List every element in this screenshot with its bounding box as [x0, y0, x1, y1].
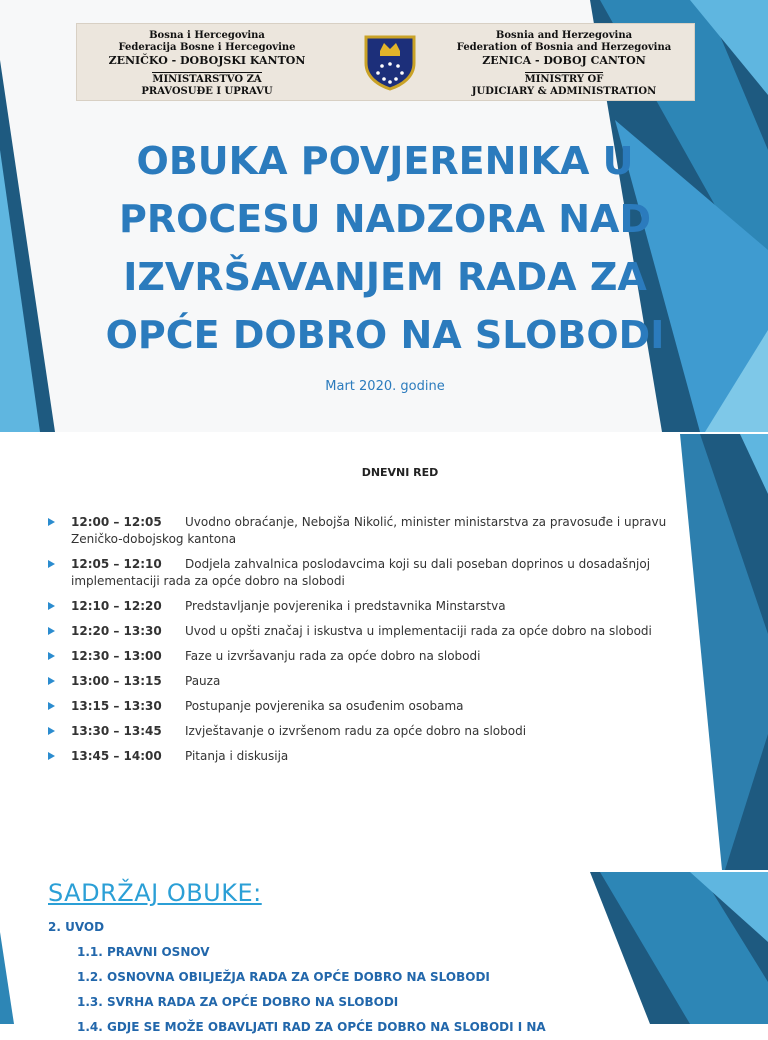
agenda-text: Uvod u opšti značaj i iskustva u implementaciji rada za opće dobro na slobodi [185, 624, 652, 638]
banner-line: PRAVOSUĐE I UPRAVU [141, 86, 273, 97]
banner-line: Federacija Bosne i Hercegovine [118, 42, 296, 53]
banner-line: Federation of Bosnia and Herzegovina [456, 42, 672, 53]
contents-item: 1.1. PRAVNI OSNOV [77, 945, 210, 959]
agenda-text: Postupanje povjerenika sa osuđenim osobama [185, 699, 464, 713]
agenda-list [46, 514, 711, 773]
agenda-item [46, 623, 711, 648]
triangle-bullet-icon [48, 727, 55, 735]
agenda-item [46, 698, 711, 723]
triangle-bullet-icon [48, 652, 55, 660]
banner-bosnian [77, 30, 337, 98]
coat-of-arms-icon [360, 33, 420, 91]
triangle-bullet-icon [48, 702, 55, 710]
agenda-text: Pitanja i diskusija [185, 749, 289, 763]
banner-line: MINISTRY OF [524, 74, 604, 85]
agenda-text: Faze u izvršavanju rada za opće dobro na slobodi [185, 649, 481, 663]
contents-item: 1.4. GDJE SE MOŽE OBAVLJATI RAD ZA OPĆE DOBRO NA SLOBODI I NA [77, 1020, 546, 1034]
agenda-time: 12:10 – 12:20 [71, 599, 162, 613]
agenda-slide [0, 434, 768, 870]
agenda-item [46, 648, 711, 673]
agenda-text: Predstavljanje povjerenika i predstavnika Minstarstva [185, 599, 506, 613]
banner-line: MINISTARSTVO ZA [152, 74, 262, 85]
agenda-item [46, 598, 711, 623]
agenda-time: 13:00 – 13:15 [71, 674, 162, 688]
banner-line: JUDICIARY & ADMINISTRATION [471, 86, 657, 97]
page-title [60, 132, 710, 364]
contents-slide [0, 872, 768, 1034]
title-slide [0, 0, 768, 432]
agenda-time: 13:30 – 13:45 [71, 724, 162, 738]
agenda-time: 13:15 – 13:30 [71, 699, 162, 713]
triangle-bullet-icon [48, 602, 55, 610]
banner-line: Bosnia and Herzegovina [495, 30, 633, 41]
agenda-time: 13:45 – 14:00 [71, 749, 162, 763]
title-line: IZVRŠAVANJEM RADA ZA [123, 255, 647, 299]
agenda-text: Dodjela zahvalnica poslodavcima koji su dali poseban doprinos u dosadašnjoj implementaciji rada za opće dobro na slobodi [71, 557, 651, 588]
agenda-text: Uvodno obraćanje, Nebojša Nikolić, minister ministarstva za pravosuđe i upravu Zeničko-dobojskog kantona [71, 515, 667, 546]
agenda-time: 12:00 – 12:05 [71, 515, 162, 529]
ministry-header-banner [76, 23, 695, 101]
title-line: PROCESU NADZORA NAD [119, 197, 651, 241]
title-line: OBUKA POVJERENIKA U [136, 139, 634, 183]
banner-english [434, 30, 694, 98]
agenda-item [46, 556, 711, 598]
agenda-text: Pauza [185, 674, 221, 688]
agenda-item [46, 673, 711, 698]
agenda-time: 12:20 – 13:30 [71, 624, 162, 638]
triangle-bullet-icon [48, 677, 55, 685]
agenda-time: 12:30 – 13:00 [71, 649, 162, 663]
contents-list [48, 915, 546, 1040]
banner-line: ZENICA - DOBOJ CANTON [482, 54, 646, 67]
agenda-item [46, 723, 711, 748]
triangle-bullet-icon [48, 752, 55, 760]
banner-line: Bosna i Hercegovina [149, 30, 265, 41]
title-line: OPĆE DOBRO NA SLOBODI [105, 313, 665, 357]
date-subtitle: Mart 2020. godine [325, 379, 445, 394]
contents-item: 2. UVOD [48, 920, 105, 934]
triangle-bullet-icon [48, 518, 55, 526]
agenda-time: 12:05 – 12:10 [71, 557, 162, 571]
section-heading: SADRŽAJ OBUKE: [48, 879, 262, 907]
agenda-text: Izvještavanje o izvršenom radu za opće dobro na slobodi [185, 724, 527, 738]
agenda-item [46, 514, 711, 556]
banner-line: ZENIČKO - DOBOJSKI KANTON [108, 54, 306, 67]
agenda-item [46, 748, 711, 773]
agenda-heading: DNEVNI RED [361, 466, 439, 479]
triangle-bullet-icon [48, 560, 55, 568]
contents-item: 1.3. SVRHA RADA ZA OPĆE DOBRO NA SLOBODI [77, 995, 399, 1009]
contents-item: 1.2. OSNOVNA OBILJEŽJA RADA ZA OPĆE DOBRO NA SLOBODI [77, 970, 490, 984]
triangle-bullet-icon [48, 627, 55, 635]
